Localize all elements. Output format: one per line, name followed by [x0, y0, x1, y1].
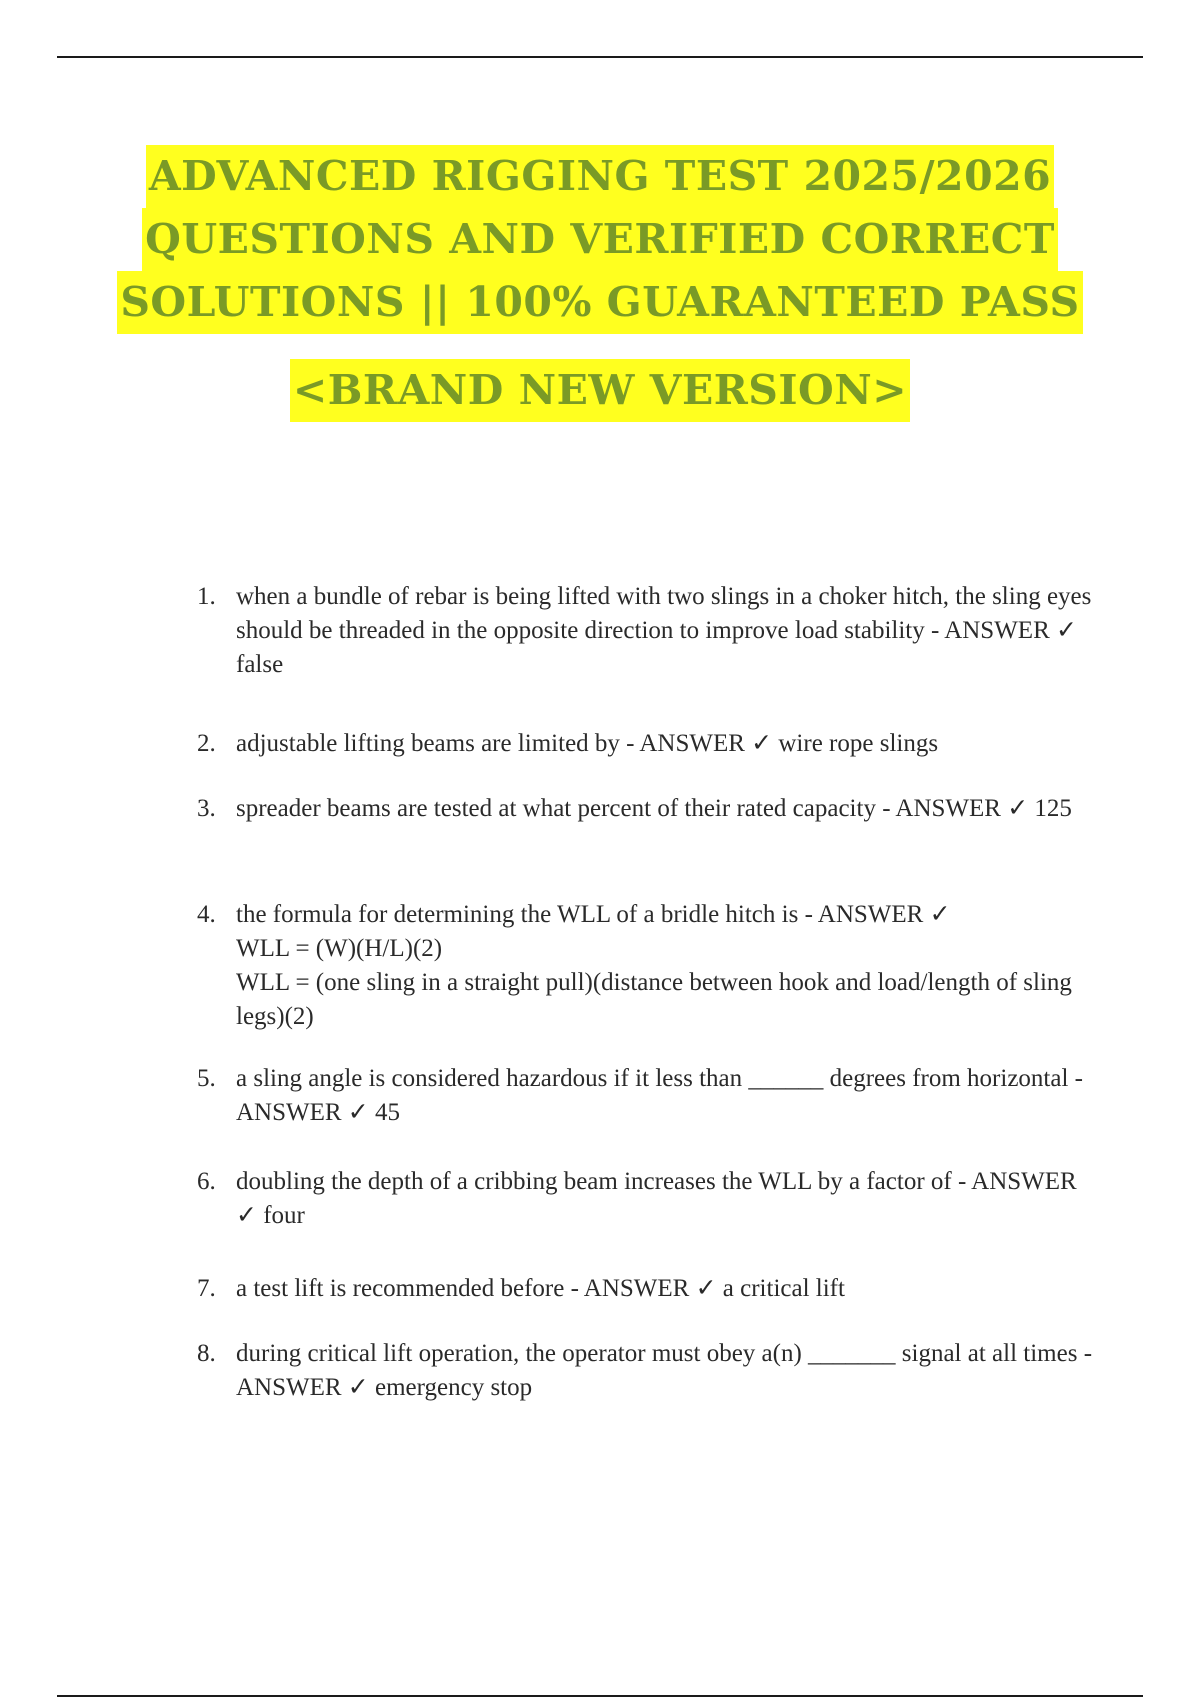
question-item-7: [197, 1272, 1097, 1306]
question-text: when a bundle of rebar is being lifted with two slings in a choker hitch, the sling eyes should be threaded in the opposite direction to improve load stability - ANSWER ✓ false: [236, 583, 1092, 678]
title-line-3: SOLUTIONS || 100% GUARANTEED PASS: [60, 271, 1140, 334]
title-line-1: ADVANCED RIGGING TEST 2025/2026: [60, 145, 1140, 208]
question-number: 4.: [197, 901, 216, 928]
question-number: 7.: [197, 1275, 216, 1302]
question-item-8: [197, 1337, 1097, 1405]
question-item-3: [197, 792, 1097, 826]
question-item-4: [197, 898, 1097, 1034]
title-line-2: QUESTIONS AND VERIFIED CORRECT: [60, 208, 1140, 271]
question-text: doubling the depth of a cribbing beam increases the WLL by a factor of - ANSWER ✓ four: [236, 1168, 1077, 1229]
question-number: 2.: [197, 730, 216, 757]
question-text: a test lift is recommended before - ANSWER ✓ a critical lift: [236, 1275, 845, 1302]
question-number: 6.: [197, 1168, 216, 1195]
question-number: 8.: [197, 1340, 216, 1367]
question-text: the formula for determining the WLL of a bridle hitch is - ANSWER ✓ WLL = (W)(H/L)(2) WLL = (one sling in a straight pull)(distance between hook and load/length of sling legs)(2): [236, 901, 1072, 1030]
question-item-5: [197, 1062, 1097, 1130]
question-number: 1.: [197, 583, 216, 610]
question-text: adjustable lifting beams are limited by - ANSWER ✓ wire rope slings: [236, 730, 939, 757]
footer-rule: [57, 1695, 1143, 1697]
title-line-4: <BRAND NEW VERSION>: [60, 359, 1140, 422]
question-number: 3.: [197, 795, 216, 822]
question-item-6: [197, 1165, 1097, 1233]
question-number: 5.: [197, 1065, 216, 1092]
header-rule: [57, 56, 1143, 58]
document-title: [60, 145, 1140, 422]
question-item-1: [197, 580, 1097, 682]
question-text: a sling angle is considered hazardous if it less than ______ degrees from horizontal - ANSWER ✓ 45: [236, 1065, 1083, 1126]
question-text: spreader beams are tested at what percent of their rated capacity - ANSWER ✓ 125: [236, 795, 1072, 822]
question-item-2: [197, 727, 1097, 761]
question-text: during critical lift operation, the operator must obey a(n) _______ signal at all times - ANSWER ✓ emergency stop: [236, 1340, 1093, 1401]
